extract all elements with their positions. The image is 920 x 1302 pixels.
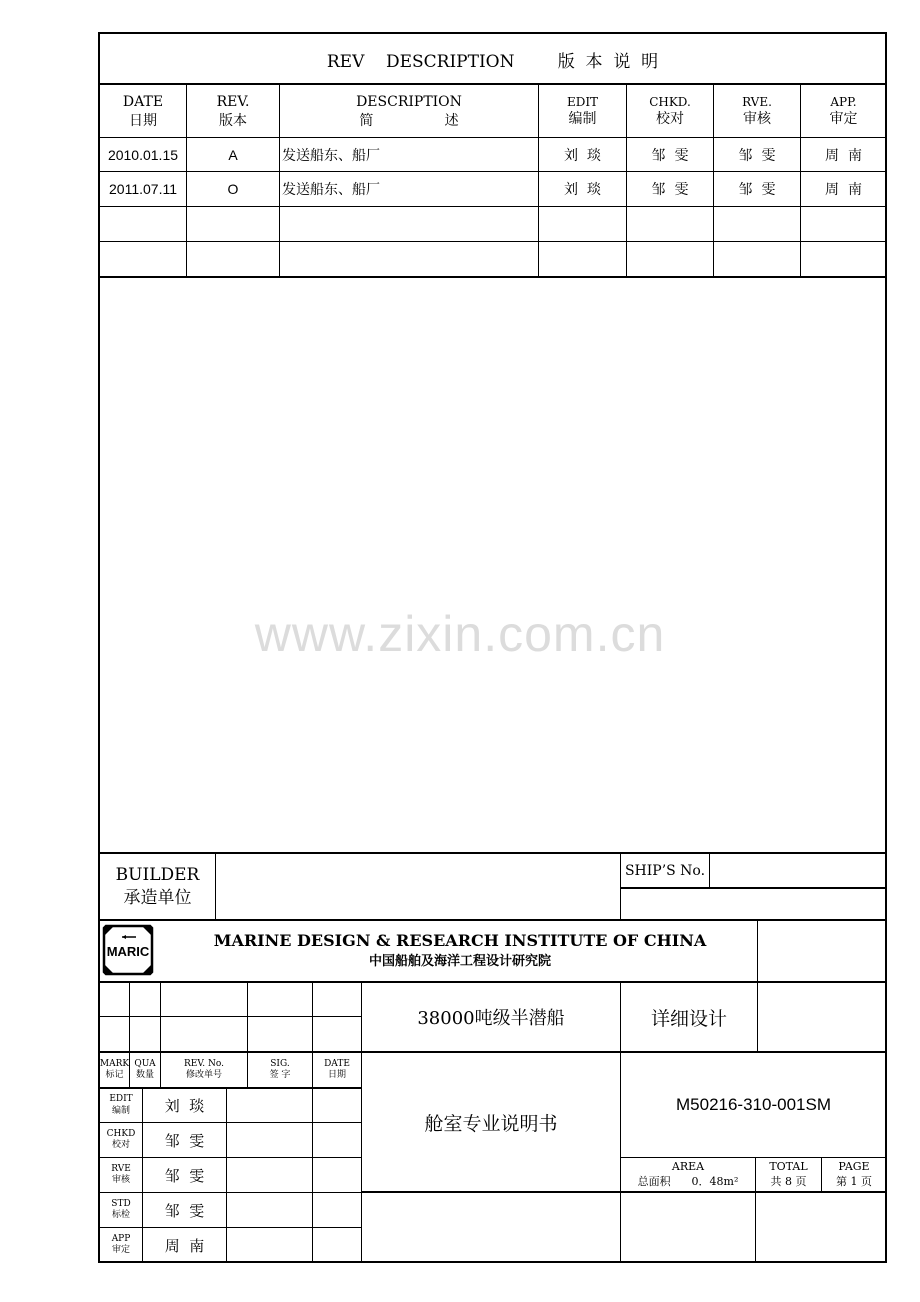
- ship-name: 38000吨级半潜船: [417, 1008, 565, 1029]
- ship-no-label: SHIP’S No.: [624, 862, 706, 879]
- institute-zh: 中国船舶及海洋工程设计研究院: [368, 953, 551, 969]
- document-number: M50216-310-001SM: [676, 1094, 831, 1114]
- label-zh: 审核: [111, 1175, 130, 1185]
- divider: [620, 1157, 886, 1158]
- std-name: 邹 雯: [164, 1201, 205, 1220]
- chkd-name: 邹 雯: [164, 1131, 205, 1150]
- header-zh: 简 述: [359, 112, 459, 129]
- column-header-rve: [714, 86, 800, 137]
- header-zh: 日期: [327, 1070, 346, 1080]
- header-en: DATE: [324, 1058, 350, 1069]
- page-label: PAGE: [838, 1160, 870, 1174]
- header-en: DESCRIPTION: [356, 93, 462, 110]
- header-en: SIG.: [270, 1058, 290, 1069]
- header-zh: 版本: [219, 112, 247, 129]
- label-zh: 审定: [111, 1245, 130, 1255]
- col-divider: [247, 982, 248, 1052]
- area-cell: [621, 1159, 755, 1191]
- col-divider: [215, 853, 216, 920]
- maric-logo: [102, 924, 154, 976]
- rev-no-header: [161, 1053, 247, 1087]
- table-cell-description: 发送船东、船厂: [282, 182, 380, 198]
- divider: [99, 83, 886, 85]
- label-en: RVE: [111, 1163, 131, 1174]
- column-header-rev: [187, 86, 279, 137]
- institute-name: [160, 928, 760, 972]
- builder-zh: 承造单位: [123, 888, 192, 908]
- divider: [361, 1191, 886, 1193]
- header-zh: 修改单号: [185, 1070, 222, 1080]
- builder-label: [100, 860, 215, 914]
- label-en: CHKD: [106, 1128, 136, 1139]
- header-zh: 审定: [829, 111, 858, 128]
- total-label: TOTAL: [769, 1160, 808, 1174]
- logo-text: MARIC: [106, 944, 150, 959]
- label-en: APP: [111, 1233, 131, 1244]
- watermark: www.zixin.com.cn: [254, 606, 666, 662]
- chkd-label: [100, 1123, 142, 1157]
- label-en: STD: [111, 1198, 131, 1209]
- table-cell-chkd: 邹 雯: [651, 147, 689, 164]
- total-pages-cell: [756, 1159, 821, 1191]
- label-en: EDIT: [109, 1094, 133, 1105]
- label-zh: 标检: [111, 1210, 130, 1220]
- header-en: REV. No.: [184, 1058, 224, 1069]
- total-value: 共 8 页: [770, 1175, 807, 1188]
- app-name: 周 南: [164, 1236, 205, 1255]
- mark-header: [100, 1053, 129, 1087]
- app-label: [100, 1228, 142, 1262]
- table-cell-rev: A: [228, 146, 238, 163]
- table-cell-edit: 刘 琰: [564, 182, 601, 198]
- divider: [99, 241, 886, 242]
- column-header-app: [801, 86, 886, 137]
- divider: [620, 887, 886, 889]
- institute-en: MARINE DESIGN & RESEARCH INSTITUTE OF CHINA: [213, 931, 707, 951]
- builder-en: BUILDER: [115, 865, 200, 886]
- header-zh: 编制: [568, 111, 597, 128]
- page-number-cell: [822, 1159, 886, 1191]
- table-cell-chkd: 邹 雯: [651, 182, 689, 198]
- header-zh: 审核: [743, 111, 771, 128]
- date-header: [313, 1053, 361, 1087]
- table-cell-rve: 邹 雯: [738, 147, 776, 164]
- table-cell-date: 2011.07.11: [109, 181, 177, 197]
- area-label: AREA: [671, 1160, 705, 1174]
- rve-name: 邹 雯: [164, 1166, 205, 1185]
- col-divider: [226, 1088, 227, 1262]
- col-divider: [312, 982, 313, 1052]
- table-cell-app: 周 南: [825, 182, 862, 198]
- label-zh: 编制: [111, 1105, 130, 1116]
- header-en: APP.: [830, 94, 857, 109]
- table-cell-description: 发送船东、船厂: [282, 147, 380, 164]
- column-header-edit: [539, 86, 626, 137]
- header-zh: 校对: [656, 111, 684, 128]
- column-header-chkd: [627, 86, 713, 137]
- col-divider: [160, 982, 161, 1052]
- table-cell-date: 2010.01.15: [107, 146, 179, 163]
- header-en: MARK: [99, 1058, 130, 1069]
- edit-label: [100, 1089, 142, 1122]
- column-header-description: [280, 86, 538, 137]
- edit-name: 刘 琰: [164, 1097, 205, 1115]
- design-stage: 详细设计: [650, 1007, 727, 1030]
- std-label: [100, 1193, 142, 1227]
- document-title: 舱室专业说明书: [424, 1112, 558, 1135]
- sig-header: [248, 1053, 312, 1087]
- header-zh: 数量: [135, 1070, 154, 1080]
- table-cell-edit: 刘 琰: [564, 147, 601, 164]
- divider: [99, 276, 886, 278]
- col-divider: [757, 982, 758, 1052]
- header-en: DATE: [122, 93, 164, 110]
- divider: [99, 1016, 361, 1017]
- header-en: QUA: [134, 1058, 156, 1069]
- header-en: EDIT: [566, 94, 599, 109]
- header-zh: 签 字: [269, 1070, 291, 1080]
- area-value: 总面积 0．48m²: [637, 1175, 739, 1188]
- table-cell-app: 周 南: [825, 147, 862, 164]
- page-value: 第 1 页: [836, 1175, 872, 1188]
- divider: [99, 919, 886, 921]
- col-divider: [129, 982, 130, 1052]
- header-en: CHKD.: [649, 94, 691, 109]
- rve-label: [100, 1158, 142, 1192]
- rev-description-title: REV DESCRIPTION 版 本 说 明: [326, 51, 659, 72]
- header-en: REV.: [216, 93, 250, 110]
- label-zh: 校对: [111, 1140, 130, 1150]
- table-cell-rve: 邹 雯: [738, 182, 776, 198]
- header-en: RVE.: [742, 94, 772, 109]
- header-zh: 标记: [105, 1070, 124, 1080]
- divider: [99, 206, 886, 207]
- maric-logo-graphic: [102, 924, 154, 976]
- ship-no-field: [710, 854, 886, 887]
- table-cell-rev: O: [227, 181, 239, 197]
- header-zh: 日期: [129, 112, 157, 129]
- qua-header: [130, 1053, 160, 1087]
- column-header-date: [100, 86, 186, 137]
